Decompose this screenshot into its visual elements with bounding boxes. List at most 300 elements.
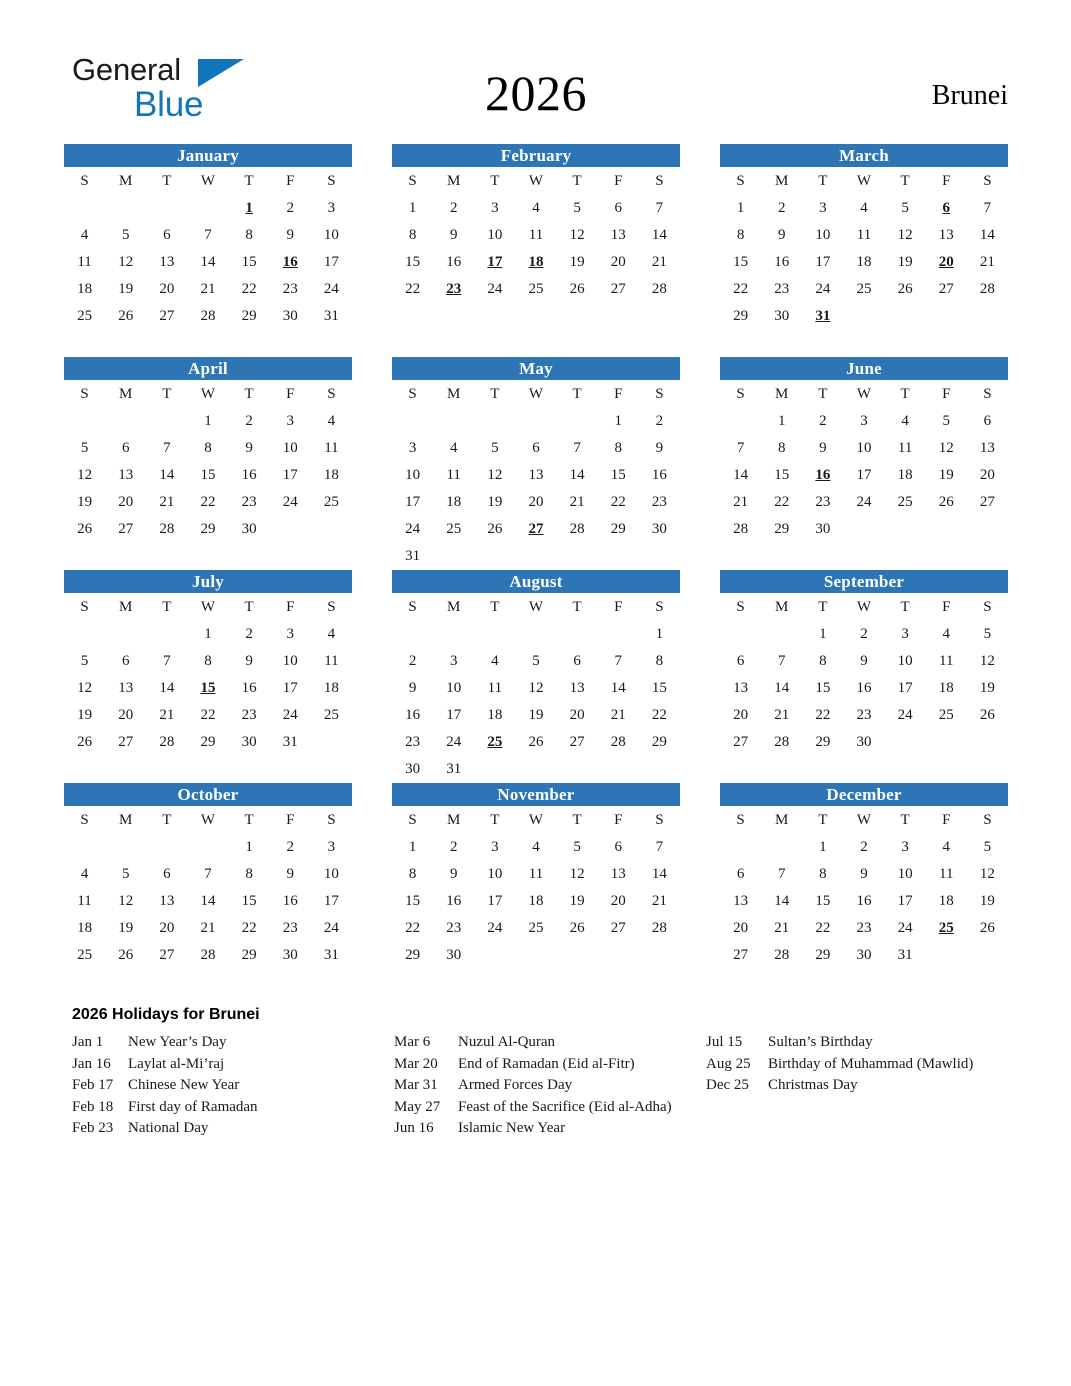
day-cell[interactable]: 1 [614,413,623,429]
day-cell[interactable]: 9 [819,440,827,456]
day-cell[interactable]: 9 [449,227,458,243]
day-cell[interactable]: 10 [897,866,913,882]
day-cell[interactable]: 18 [897,467,913,483]
day-cell[interactable]: 3 [449,653,458,669]
day-cell[interactable]: 31 [897,947,913,963]
day-cell[interactable]: 19 [938,467,954,483]
day-cell[interactable]: 5 [573,839,581,855]
day-cell[interactable]: 4 [327,413,336,429]
day-cell[interactable]: 2 [819,413,827,429]
day-cell[interactable]: 17 [405,494,421,510]
day-cell[interactable]: 20 [979,467,995,483]
day-cell[interactable]: 12 [979,866,995,882]
day-cell[interactable]: 29 [815,734,831,750]
day-cell[interactable]: 28 [159,734,175,750]
day-cell[interactable]: 4 [532,200,540,216]
day-cell[interactable]: 2 [408,653,417,669]
day-cell[interactable]: 4 [532,839,540,855]
day-cell-holiday[interactable]: 1 [245,200,253,216]
day-cell[interactable]: 28 [569,521,585,537]
day-cell[interactable]: 26 [979,920,995,936]
day-cell[interactable]: 5 [573,200,581,216]
day-cell[interactable]: 25 [446,521,462,537]
day-cell[interactable]: 27 [610,920,626,936]
day-cell[interactable]: 6 [163,866,171,882]
day-cell[interactable]: 8 [819,653,827,669]
day-cell[interactable]: 12 [569,227,585,243]
day-cell[interactable]: 9 [286,227,295,243]
day-cell[interactable]: 10 [446,680,462,696]
day-cell[interactable]: 6 [983,413,992,429]
day-cell[interactable]: 8 [777,440,786,456]
day-cell[interactable]: 25 [323,707,339,723]
day-cell[interactable]: 9 [245,653,253,669]
day-cell[interactable]: 16 [241,467,257,483]
day-cell[interactable]: 24 [405,521,421,537]
day-cell[interactable]: 1 [204,626,212,642]
day-cell[interactable]: 8 [614,440,623,456]
day-cell[interactable]: 13 [118,467,134,483]
day-cell-holiday[interactable]: 27 [528,521,544,537]
day-cell-holiday[interactable]: 25 [938,920,954,936]
day-cell[interactable]: 21 [200,281,216,297]
day-cell[interactable]: 20 [610,254,626,270]
day-cell[interactable]: 16 [446,893,462,909]
day-cell[interactable]: 30 [856,734,872,750]
day-cell[interactable]: 21 [651,893,667,909]
day-cell[interactable]: 8 [655,653,664,669]
day-cell[interactable]: 19 [569,254,585,270]
day-cell[interactable]: 2 [449,839,458,855]
day-cell[interactable]: 19 [77,494,93,510]
day-cell[interactable]: 17 [282,467,298,483]
day-cell[interactable]: 11 [446,467,461,483]
day-cell[interactable]: 15 [405,254,421,270]
day-cell[interactable]: 5 [121,227,130,243]
day-cell[interactable]: 4 [942,626,951,642]
day-cell[interactable]: 5 [121,866,130,882]
day-cell[interactable]: 23 [815,494,831,510]
day-cell[interactable]: 2 [286,839,295,855]
day-cell[interactable]: 22 [405,281,421,297]
day-cell[interactable]: 19 [979,680,995,696]
day-cell[interactable]: 18 [487,707,503,723]
day-cell[interactable]: 10 [815,227,831,243]
day-cell[interactable]: 21 [159,707,175,723]
day-cell[interactable]: 30 [856,947,872,963]
day-cell[interactable]: 26 [487,521,503,537]
day-cell[interactable]: 2 [655,413,664,429]
day-cell[interactable]: 24 [815,281,831,297]
day-cell[interactable]: 28 [159,521,175,537]
day-cell[interactable]: 17 [815,254,831,270]
day-cell[interactable]: 11 [528,866,544,882]
day-cell[interactable]: 3 [819,200,827,216]
day-cell[interactable]: 18 [528,893,544,909]
day-cell[interactable]: 17 [323,254,339,270]
day-cell[interactable]: 14 [733,467,749,483]
day-cell[interactable]: 17 [446,707,462,723]
day-cell[interactable]: 5 [983,839,992,855]
day-cell[interactable]: 29 [815,947,831,963]
day-cell[interactable]: 19 [979,893,995,909]
day-cell[interactable]: 20 [733,707,749,723]
day-cell[interactable]: 9 [777,227,786,243]
day-cell[interactable]: 24 [897,920,913,936]
day-cell-holiday[interactable]: 16 [282,254,298,270]
day-cell[interactable]: 23 [856,707,872,723]
day-cell[interactable]: 18 [77,920,93,936]
day-cell[interactable]: 31 [405,548,421,564]
day-cell[interactable]: 14 [651,866,667,882]
day-cell[interactable]: 13 [610,227,626,243]
day-cell[interactable]: 18 [323,680,339,696]
day-cell[interactable]: 20 [159,281,175,297]
day-cell[interactable]: 8 [408,866,417,882]
day-cell[interactable]: 7 [777,653,786,669]
day-cell[interactable]: 4 [942,839,951,855]
day-cell[interactable]: 17 [323,893,339,909]
day-cell[interactable]: 5 [80,653,89,669]
day-cell[interactable]: 3 [491,200,499,216]
day-cell[interactable]: 27 [938,281,954,297]
day-cell[interactable]: 24 [897,707,913,723]
day-cell[interactable]: 8 [245,866,253,882]
day-cell[interactable]: 7 [614,653,623,669]
day-cell[interactable]: 7 [573,440,581,456]
day-cell[interactable]: 29 [405,947,421,963]
day-cell[interactable]: 26 [118,308,134,324]
day-cell[interactable]: 21 [979,254,995,270]
day-cell[interactable]: 22 [815,707,831,723]
day-cell[interactable]: 9 [655,440,664,456]
day-cell[interactable]: 27 [979,494,995,510]
day-cell[interactable]: 14 [774,893,790,909]
day-cell[interactable]: 13 [569,680,585,696]
day-cell[interactable]: 30 [241,734,257,750]
day-cell[interactable]: 3 [327,839,336,855]
day-cell[interactable]: 3 [901,839,909,855]
day-cell[interactable]: 19 [77,707,93,723]
day-cell[interactable]: 1 [736,200,745,216]
day-cell[interactable]: 27 [733,947,749,963]
day-cell[interactable]: 1 [408,839,417,855]
day-cell[interactable]: 6 [614,200,623,216]
day-cell[interactable]: 13 [528,467,544,483]
day-cell[interactable]: 20 [569,707,585,723]
day-cell[interactable]: 6 [614,839,623,855]
day-cell[interactable]: 23 [241,707,257,723]
day-cell[interactable]: 31 [323,947,339,963]
day-cell[interactable]: 29 [200,521,216,537]
day-cell[interactable]: 31 [282,734,298,750]
day-cell[interactable]: 10 [897,653,913,669]
day-cell[interactable]: 28 [733,521,749,537]
day-cell[interactable]: 12 [118,893,134,909]
day-cell-holiday[interactable]: 25 [487,734,503,750]
day-cell[interactable]: 12 [487,467,503,483]
day-cell[interactable]: 8 [736,227,745,243]
day-cell[interactable]: 7 [204,227,212,243]
day-cell[interactable]: 24 [323,281,339,297]
day-cell[interactable]: 9 [860,866,868,882]
day-cell-holiday[interactable]: 23 [446,281,462,297]
day-cell[interactable]: 20 [118,707,134,723]
day-cell[interactable]: 8 [204,440,212,456]
day-cell[interactable]: 22 [733,281,749,297]
day-cell-holiday[interactable]: 18 [528,254,544,270]
day-cell[interactable]: 11 [897,440,913,456]
day-cell[interactable]: 30 [405,761,421,777]
day-cell[interactable]: 21 [610,707,626,723]
day-cell[interactable]: 16 [774,254,790,270]
day-cell[interactable]: 30 [651,521,667,537]
day-cell[interactable]: 21 [569,494,585,510]
day-cell[interactable]: 28 [200,947,216,963]
day-cell[interactable]: 24 [487,281,503,297]
day-cell[interactable]: 23 [282,281,298,297]
day-cell[interactable]: 26 [77,734,93,750]
day-cell[interactable]: 9 [286,866,295,882]
day-cell[interactable]: 15 [200,467,216,483]
day-cell[interactable]: 13 [159,893,175,909]
day-cell[interactable]: 17 [856,467,872,483]
day-cell[interactable]: 1 [245,839,253,855]
day-cell[interactable]: 10 [487,866,503,882]
day-cell[interactable]: 31 [323,308,339,324]
day-cell[interactable]: 3 [408,440,417,456]
day-cell[interactable]: 17 [897,680,913,696]
day-cell[interactable]: 8 [408,227,417,243]
day-cell[interactable]: 7 [736,440,745,456]
day-cell[interactable]: 5 [901,200,909,216]
day-cell-holiday[interactable]: 20 [938,254,954,270]
day-cell[interactable]: 29 [733,308,749,324]
day-cell[interactable]: 23 [774,281,790,297]
day-cell-holiday[interactable]: 16 [815,467,831,483]
day-cell[interactable]: 22 [241,281,257,297]
day-cell[interactable]: 12 [528,680,544,696]
day-cell[interactable]: 20 [159,920,175,936]
day-cell[interactable]: 30 [446,947,462,963]
day-cell[interactable]: 13 [733,893,749,909]
day-cell[interactable]: 6 [736,653,745,669]
day-cell[interactable]: 4 [327,626,336,642]
day-cell[interactable]: 16 [856,680,872,696]
day-cell[interactable]: 19 [897,254,913,270]
day-cell[interactable]: 23 [651,494,667,510]
day-cell[interactable]: 9 [449,866,458,882]
day-cell[interactable]: 7 [777,866,786,882]
day-cell[interactable]: 10 [282,653,298,669]
day-cell[interactable]: 27 [610,281,626,297]
day-cell[interactable]: 29 [651,734,667,750]
day-cell[interactable]: 14 [200,254,216,270]
day-cell[interactable]: 29 [774,521,790,537]
day-cell[interactable]: 12 [569,866,585,882]
day-cell[interactable]: 13 [610,866,626,882]
day-cell[interactable]: 3 [286,626,295,642]
day-cell[interactable]: 30 [241,521,257,537]
day-cell[interactable]: 1 [408,200,417,216]
day-cell[interactable]: 6 [121,440,130,456]
day-cell[interactable]: 23 [241,494,257,510]
day-cell[interactable]: 28 [774,734,790,750]
day-cell[interactable]: 11 [324,653,339,669]
day-cell[interactable]: 26 [979,707,995,723]
day-cell[interactable]: 18 [446,494,462,510]
day-cell[interactable]: 12 [897,227,913,243]
day-cell[interactable]: 18 [938,680,954,696]
day-cell[interactable]: 17 [897,893,913,909]
day-cell[interactable]: 14 [569,467,585,483]
day-cell[interactable]: 6 [736,866,745,882]
day-cell[interactable]: 2 [449,200,458,216]
day-cell[interactable]: 24 [856,494,872,510]
day-cell[interactable]: 15 [733,254,749,270]
day-cell[interactable]: 2 [860,626,868,642]
day-cell[interactable]: 28 [979,281,995,297]
day-cell[interactable]: 29 [241,947,257,963]
day-cell[interactable]: 15 [815,893,831,909]
day-cell[interactable]: 22 [651,707,667,723]
day-cell[interactable]: 20 [118,494,134,510]
day-cell[interactable]: 12 [77,680,93,696]
day-cell[interactable]: 16 [856,893,872,909]
day-cell[interactable]: 15 [241,893,257,909]
day-cell[interactable]: 11 [324,440,339,456]
day-cell[interactable]: 22 [200,494,216,510]
day-cell[interactable]: 8 [819,866,827,882]
day-cell[interactable]: 21 [200,920,216,936]
day-cell[interactable]: 2 [286,200,295,216]
day-cell[interactable]: 30 [282,947,298,963]
day-cell[interactable]: 21 [733,494,749,510]
day-cell[interactable]: 19 [569,893,585,909]
day-cell[interactable]: 13 [938,227,954,243]
day-cell[interactable]: 4 [901,413,909,429]
day-cell[interactable]: 7 [163,653,171,669]
day-cell[interactable]: 18 [323,467,339,483]
day-cell[interactable]: 24 [282,707,298,723]
day-cell[interactable]: 12 [118,254,134,270]
day-cell[interactable]: 31 [446,761,462,777]
day-cell[interactable]: 4 [491,653,499,669]
day-cell[interactable]: 29 [200,734,216,750]
day-cell[interactable]: 15 [651,680,667,696]
day-cell[interactable]: 29 [241,308,257,324]
day-cell[interactable]: 4 [80,227,89,243]
day-cell[interactable]: 1 [655,626,664,642]
day-cell-holiday[interactable]: 15 [200,680,216,696]
day-cell[interactable]: 7 [655,200,664,216]
day-cell[interactable]: 15 [241,254,257,270]
day-cell[interactable]: 16 [405,707,421,723]
day-cell[interactable]: 25 [897,494,913,510]
day-cell[interactable]: 28 [651,281,667,297]
day-cell[interactable]: 27 [159,947,175,963]
day-cell[interactable]: 1 [819,839,827,855]
day-cell[interactable]: 2 [777,200,786,216]
day-cell[interactable]: 22 [815,920,831,936]
day-cell[interactable]: 19 [118,920,134,936]
day-cell[interactable]: 27 [118,734,134,750]
day-cell[interactable]: 15 [815,680,831,696]
day-cell[interactable]: 22 [241,920,257,936]
day-cell[interactable]: 11 [77,893,92,909]
day-cell[interactable]: 13 [118,680,134,696]
day-cell[interactable]: 25 [528,281,544,297]
day-cell[interactable]: 11 [939,653,954,669]
day-cell[interactable]: 30 [774,308,790,324]
day-cell[interactable]: 9 [245,440,253,456]
day-cell[interactable]: 22 [610,494,626,510]
day-cell-holiday[interactable]: 17 [487,254,503,270]
day-cell[interactable]: 3 [491,839,499,855]
day-cell[interactable]: 28 [610,734,626,750]
day-cell[interactable]: 28 [200,308,216,324]
day-cell[interactable]: 2 [245,626,253,642]
day-cell[interactable]: 20 [733,920,749,936]
day-cell[interactable]: 19 [528,707,544,723]
day-cell[interactable]: 10 [856,440,872,456]
day-cell[interactable]: 5 [532,653,540,669]
day-cell[interactable]: 24 [487,920,503,936]
day-cell[interactable]: 9 [860,653,868,669]
day-cell[interactable]: 22 [200,707,216,723]
day-cell[interactable]: 17 [487,893,503,909]
day-cell[interactable]: 24 [446,734,462,750]
day-cell[interactable]: 14 [651,227,667,243]
day-cell[interactable]: 10 [323,227,339,243]
day-cell[interactable]: 16 [446,254,462,270]
day-cell[interactable]: 2 [245,413,253,429]
day-cell[interactable]: 7 [655,839,664,855]
day-cell[interactable]: 13 [979,440,995,456]
day-cell[interactable]: 26 [569,920,585,936]
day-cell[interactable]: 15 [774,467,790,483]
day-cell[interactable]: 7 [983,200,992,216]
day-cell[interactable]: 26 [77,521,93,537]
day-cell[interactable]: 23 [282,920,298,936]
day-cell[interactable]: 14 [200,893,216,909]
day-cell[interactable]: 24 [282,494,298,510]
day-cell[interactable]: 26 [528,734,544,750]
day-cell[interactable]: 21 [651,254,667,270]
day-cell[interactable]: 20 [610,893,626,909]
day-cell[interactable]: 3 [901,626,909,642]
day-cell[interactable]: 10 [282,440,298,456]
day-cell[interactable]: 21 [159,494,175,510]
day-cell[interactable]: 3 [860,413,868,429]
day-cell[interactable]: 10 [487,227,503,243]
day-cell[interactable]: 7 [163,440,171,456]
day-cell[interactable]: 12 [77,467,93,483]
day-cell[interactable]: 11 [487,680,503,696]
day-cell[interactable]: 25 [77,947,93,963]
day-cell[interactable]: 25 [938,707,954,723]
day-cell[interactable]: 24 [323,920,339,936]
day-cell[interactable]: 14 [774,680,790,696]
day-cell[interactable]: 27 [733,734,749,750]
day-cell[interactable]: 4 [80,866,89,882]
day-cell[interactable]: 6 [121,653,130,669]
day-cell[interactable]: 7 [204,866,212,882]
day-cell[interactable]: 27 [159,308,175,324]
day-cell[interactable]: 18 [856,254,872,270]
day-cell[interactable]: 16 [651,467,667,483]
day-cell[interactable]: 15 [405,893,421,909]
